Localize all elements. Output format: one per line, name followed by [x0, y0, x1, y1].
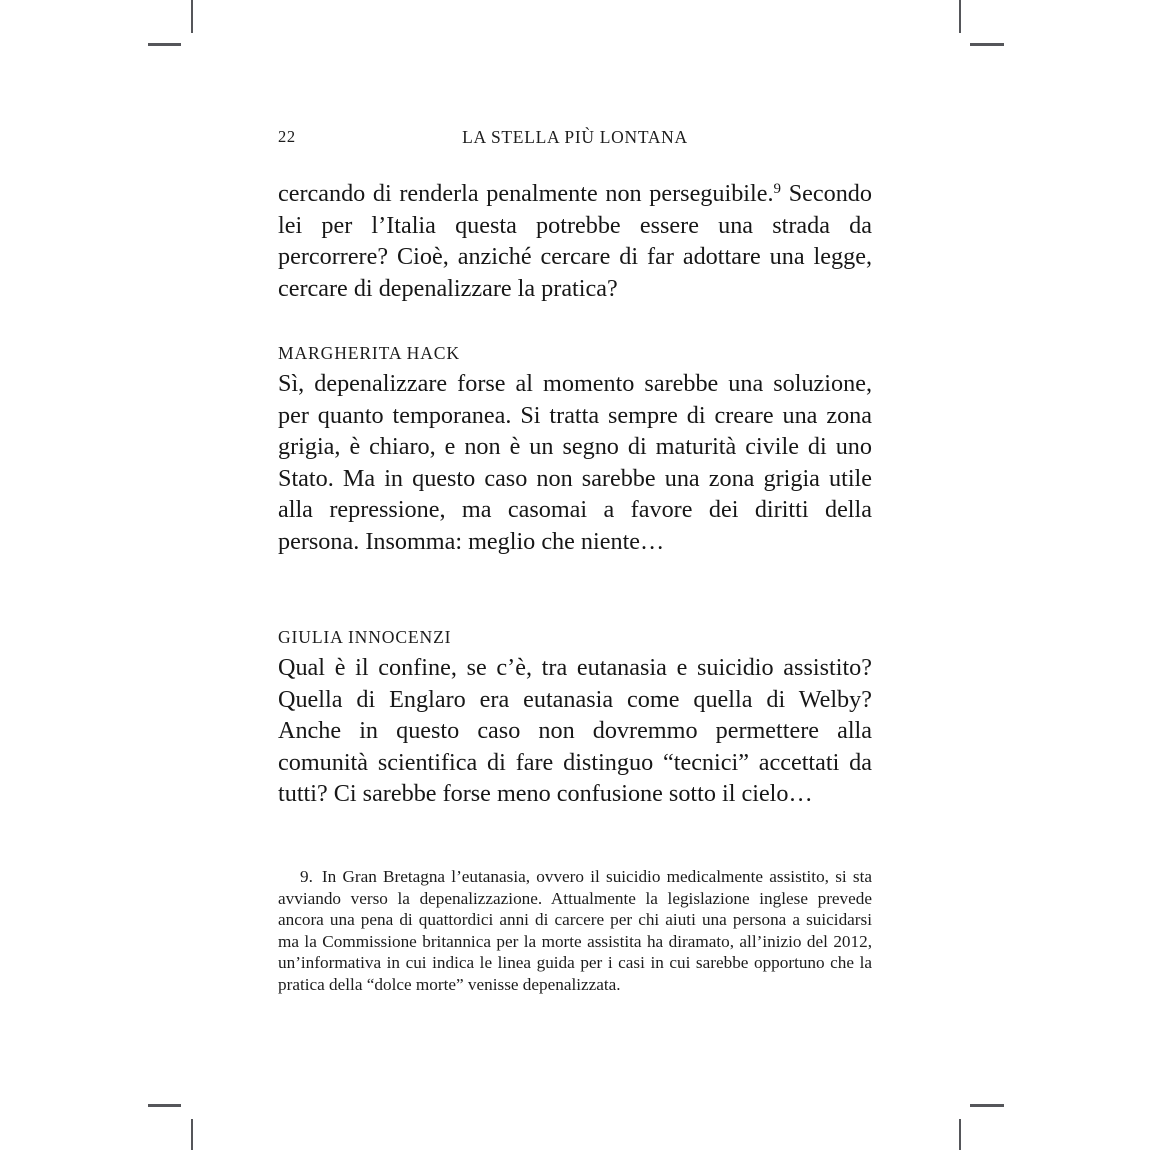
page-number: 22: [278, 127, 296, 146]
footnote-reference-marker: 9: [773, 181, 782, 198]
footnote-number: 9.: [300, 867, 313, 886]
paragraph-1-first-clause: cercando di renderla penalmente non perseguibile.: [278, 180, 774, 207]
running-head-title: LA STELLA PIÙ LONTANA: [462, 127, 688, 147]
crop-mark-bottom-right-horizontal: [970, 1104, 1004, 1107]
paragraph-1-remainder: Secondo lei per l’Italia questa potrebbe essere una strada da percorrere? Cioè, anziché cercare di far adottare una legge, cercare di depenalizzare la pratica?: [278, 180, 872, 302]
running-head: [278, 127, 872, 149]
crop-mark-bottom-left-horizontal: [148, 1104, 181, 1107]
crop-mark-top-right-horizontal: [970, 43, 1004, 46]
footnote-block: [278, 866, 872, 996]
footnote-text: In Gran Bretagna l’eutanasia, ovvero il suicidio medicalmente assistito, si sta avviando verso la depenalizzazione. Attualmente la legislazione inglese prevede ancora una pena di quattordici anni di carcere per chi aiuti una persona a suicidarsi ma la Commissione britannica per la morte assistita ha diramato, all’inizio del 2012, un’informativa in cui indica le linea guida per i casi in cui sarebbe opportuno che la pratica della “dolce morte” venisse depenalizzata.: [278, 867, 872, 994]
crop-mark-bottom-left-vertical: [191, 1119, 193, 1150]
crop-mark-top-right-vertical: [959, 0, 961, 33]
crop-mark-top-left-vertical: [191, 0, 193, 33]
paragraph-question-giulia-innocenzi: Qual è il confine, se c’è, tra eutanasia e suicidio assistito? Quella di Englaro era eutanasia come quella di Welby? Anche in questo caso non dovremmo permettere alla comunità scientifica di fare distinguo “tecnici” accettati da tutti? Ci sarebbe forse meno confusione sotto il cielo…: [278, 654, 872, 808]
paragraph-answer-margherita-hack: Sì, depenalizzare forse al momento sarebbe una soluzione, per quanto temporanea. Si tratta sempre di creare una zona grigia, è chiaro, e non è un segno di maturità civile di uno Stato. Ma in questo caso non sarebbe una zona grigia utile alla repressione, ma casomai a favore dei diritti della persona. Insomma: meglio che niente…: [278, 370, 872, 555]
crop-mark-top-left-horizontal: [148, 43, 181, 46]
speaker-name-giulia-innocenzi: GIULIA INNOCENZI: [278, 627, 452, 647]
paragraph-question-continuation: [278, 178, 872, 304]
speaker-name-margherita-hack: MARGHERITA HACK: [278, 343, 460, 363]
crop-mark-bottom-right-vertical: [959, 1119, 961, 1150]
